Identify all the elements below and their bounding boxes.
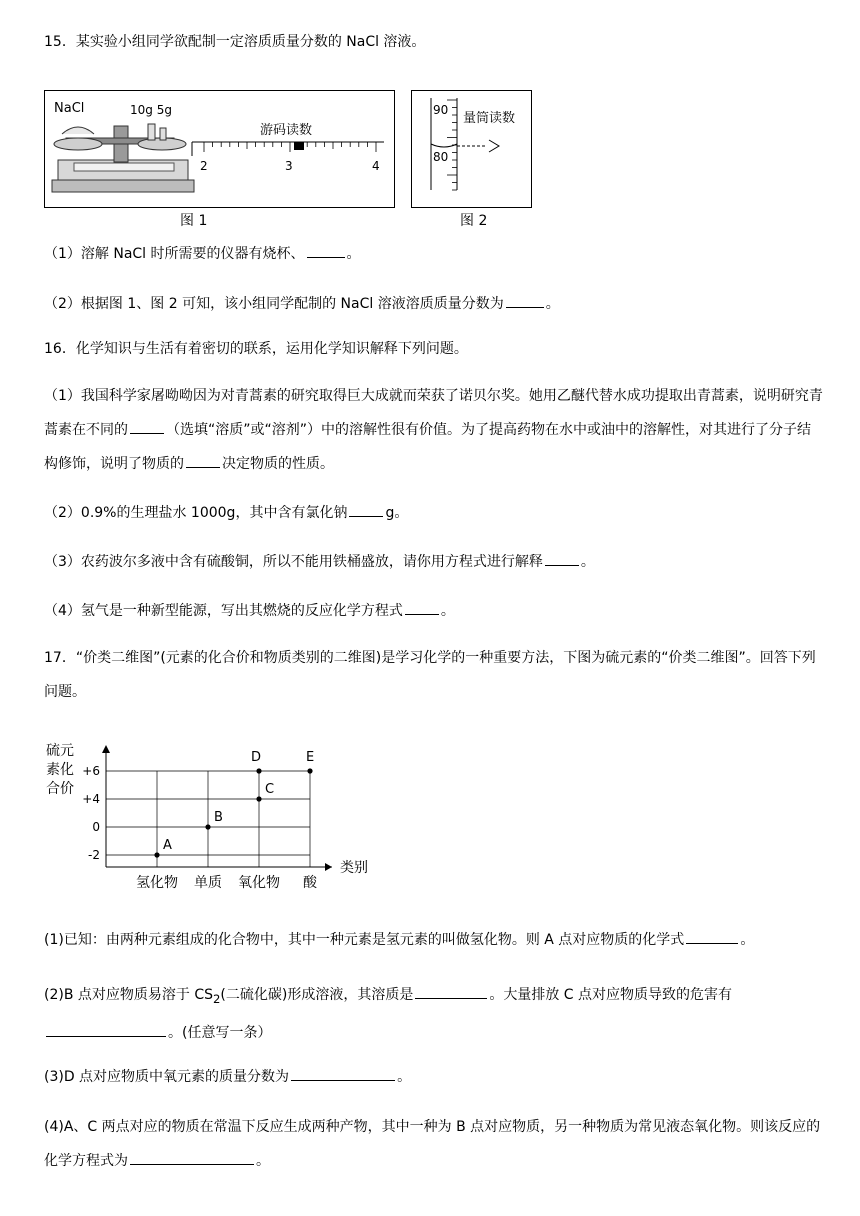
- q16-p1-text-2: （选填“溶质”或“溶剂”）中的溶解性很有价值。为了提高药物在水中或油中的溶解性，对其进行了分子结构修饰，说明了物质的: [44, 422, 812, 472]
- chart-point-D: [256, 768, 261, 773]
- answer-blank[interactable]: [130, 419, 164, 434]
- chart-point-B: [205, 824, 210, 829]
- q17-part-1: [44, 929, 754, 950]
- q17-p2-text: (2)B 点对应物质易溶于 CS: [44, 987, 213, 1003]
- subscript-2: 2: [213, 991, 221, 1006]
- answer-blank[interactable]: [349, 502, 383, 517]
- answer-blank[interactable]: [307, 243, 345, 258]
- rider-tick-2: 2: [200, 159, 208, 173]
- q17-p2-text-2: (二硫化碳)形成溶液，其溶质是: [220, 987, 414, 1003]
- q16-p2-text: （2）0.9%的生理盐水 1000g，其中含有氯化钠: [44, 505, 348, 521]
- y-axis-label-line: 素化: [46, 762, 74, 778]
- q17-p1-text: (1)已知：由两种元素组成的化合物中，其中一种元素是氢元素的叫做氢化物。则 A 点对应物质的化学式: [44, 932, 685, 948]
- figure-1-caption: 图 1: [180, 213, 208, 229]
- q16-part-2: [44, 502, 408, 523]
- q17-p3-end: 。: [397, 1069, 412, 1085]
- rider-tick-3: 3: [285, 159, 293, 173]
- answer-blank[interactable]: [46, 1022, 166, 1037]
- y-tick-label: 0: [92, 820, 100, 834]
- q15-part-1: [44, 243, 361, 264]
- q16-part-3: [44, 551, 595, 572]
- q17-p4-text: (4)A、C 两点对应的物质在常温下反应生成两种产物，其中一种为 B 点对应物质，另一种物质为常见液态氧化物。则该反应的化学方程式为: [44, 1119, 821, 1169]
- eye-icon: [489, 140, 499, 152]
- y-axis-label-line: 合价: [46, 781, 74, 797]
- rider-label: 游码读数: [260, 123, 313, 138]
- q15-p2-end: 。: [545, 296, 560, 312]
- answer-blank[interactable]: [291, 1066, 395, 1081]
- figure-1: [44, 90, 396, 214]
- chart-point-label-B: B: [214, 810, 223, 825]
- q15-p2-text: （2）根据图 1、图 2 可知，该小组同学配制的 NaCl 溶液溶质质量分数为: [44, 296, 504, 312]
- q15-stem: 15．某实验小组同学欲配制一定溶质质量分数的 NaCl 溶液。: [44, 34, 426, 50]
- chart-point-A: [154, 852, 159, 857]
- q17-part-3: [44, 1066, 411, 1087]
- answer-blank[interactable]: [130, 1150, 254, 1165]
- y-tick-label: +4: [82, 792, 100, 806]
- chart-point-label-E: E: [306, 750, 315, 765]
- figure-2-caption: 图 2: [460, 213, 488, 229]
- x-axis-label: 类别: [340, 860, 368, 876]
- cylinder-reading-label: 量筒读数: [463, 111, 516, 126]
- q17-p2-text-3: 。大量排放 C 点对应物质导致的危害有: [489, 987, 733, 1003]
- chart-point-C: [256, 796, 261, 801]
- rider-tick-4: 4: [372, 159, 380, 173]
- answer-blank[interactable]: [506, 293, 544, 308]
- q16-p3-text: （3）农药波尔多液中含有硫酸铜，所以不能用铁桶盛放，请你用方程式进行解释: [44, 554, 543, 570]
- weights-label: 10g 5g: [130, 103, 172, 117]
- q16-p1-text-3: 决定物质的性质。: [222, 456, 334, 472]
- q15-p1-text: （1）溶解 NaCl 时所需要的仪器有烧杯、: [44, 246, 305, 262]
- cylinder-tick-90: 90: [433, 103, 449, 117]
- q15-p1-end: 。: [346, 246, 361, 262]
- q17-p1-end: 。: [740, 932, 755, 948]
- x-tick-label: 氧化物: [238, 875, 280, 891]
- q16-p2-end: g。: [385, 505, 409, 521]
- q17-part-4: [44, 1110, 824, 1178]
- q16-part-1: [44, 379, 824, 481]
- answer-blank[interactable]: [186, 453, 220, 468]
- answer-blank[interactable]: [686, 929, 738, 944]
- cylinder-tick-80: 80: [433, 150, 449, 164]
- q16-stem: 16．化学知识与生活有着密切的联系，运用化学知识解释下列问题。: [44, 341, 468, 357]
- rider-marker: [294, 142, 304, 150]
- q16-p4-text: （4）氢气是一种新型能源，写出其燃烧的反应化学方程式: [44, 603, 403, 619]
- q16-part-4: [44, 600, 455, 621]
- chart-point-E: [307, 768, 312, 773]
- answer-blank[interactable]: [545, 551, 579, 566]
- answer-blank[interactable]: [405, 600, 439, 615]
- q16-p3-end: 。: [580, 554, 595, 570]
- q17-part-2: [44, 978, 824, 1050]
- chart-point-label-A: A: [163, 838, 172, 853]
- y-axis-label-line: 硫元: [46, 743, 74, 759]
- q16-p4-end: 。: [440, 603, 455, 619]
- chart-point-label-D: D: [251, 750, 262, 765]
- balance-figure: [44, 90, 396, 210]
- valence-class-chart: [44, 735, 384, 899]
- x-tick-label: 氢化物: [136, 875, 178, 891]
- x-tick-label: 酸: [303, 875, 317, 891]
- figure-2: [411, 90, 533, 214]
- q17-p2-end: 。(任意写一条）: [168, 1024, 272, 1041]
- chart-svg: [44, 735, 384, 895]
- q15-part-2: [44, 293, 560, 314]
- q17-p3-text: (3)D 点对应物质中氧元素的质量分数为: [44, 1069, 290, 1085]
- q17-stem: 17．“价类二维图”(元素的化合价和物质类别的二维图)是学习化学的一种重要方法，下图为硫元素的“价类二维图”。回答下列问题。: [44, 650, 816, 700]
- nacl-label: NaCl: [54, 101, 85, 116]
- y-tick-label: +6: [82, 764, 100, 778]
- q17-p4-end: 。: [256, 1153, 270, 1169]
- y-tick-label: -2: [88, 848, 100, 862]
- chart-point-label-C: C: [265, 782, 275, 797]
- x-tick-label: 单质: [194, 875, 222, 891]
- answer-blank[interactable]: [415, 984, 487, 999]
- q16-p1-text: （1）我国科学家屠呦呦因为对青蒿素的研究取得巨大成就而荣获了诺贝尔奖。她用乙醚代替水成功提取出青蒿素，说明研究青蒿素在不同的: [44, 388, 823, 438]
- cylinder-figure: [411, 90, 533, 210]
